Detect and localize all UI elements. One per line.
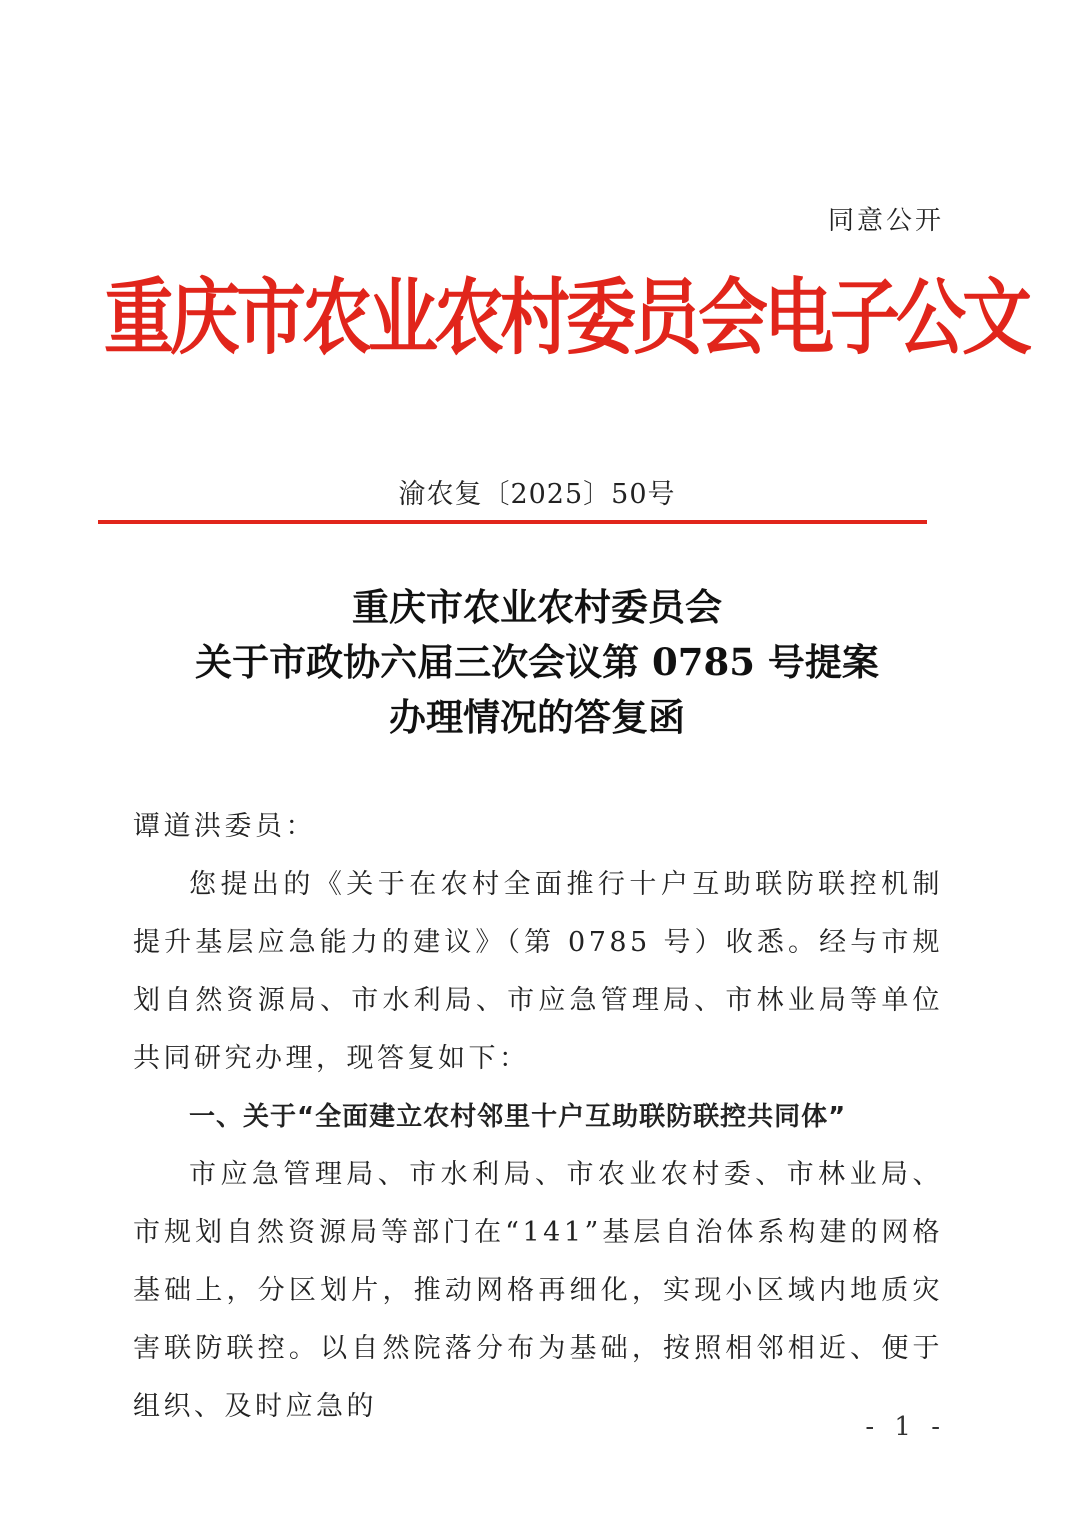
masthead-title: 重庆市农业农村委员会电子公文: [104, 269, 1028, 366]
public-disclosure-label: 同意公开: [827, 206, 944, 236]
document-title: [0, 580, 1074, 745]
document-number: 渝农复〔2025〕50号: [398, 479, 676, 510]
section-heading-1: 一、关于“全面建立农村邻里十户互助联防联控共同体”: [189, 1102, 847, 1132]
page-number: - 1 -: [865, 1412, 946, 1442]
salutation: 谭道洪委员：: [133, 811, 316, 842]
title-line-2: 关于市政协六届三次会议第 0785 号提案: [195, 640, 879, 684]
body-paragraph-1: 您提出的《关于在农村全面推行十户互助联防联控机制提升基层应急能力的建议》（第 0785 号）收悉。经与市规划自然资源局、市水利局、市应急管理局、市林业局等单位共同研究办理，现答复如下：: [133, 869, 943, 1074]
body-paragraph-2: 市应急管理局、市水利局、市农业农村委、市林业局、市规划自然资源局等部门在“141”基层自治体系构建的网格基础上，分区划片，推动网格再细化，实现小区域内地质灾害联防联控。以自然院落分布为基础，按照相邻相近、便于组织、及时应急的: [133, 1159, 943, 1422]
title-line-3: 办理情况的答复函: [389, 695, 685, 739]
red-divider-line: [98, 520, 927, 524]
document-body: [133, 798, 943, 1436]
title-line-1: 重庆市农业农村委员会: [352, 585, 722, 629]
